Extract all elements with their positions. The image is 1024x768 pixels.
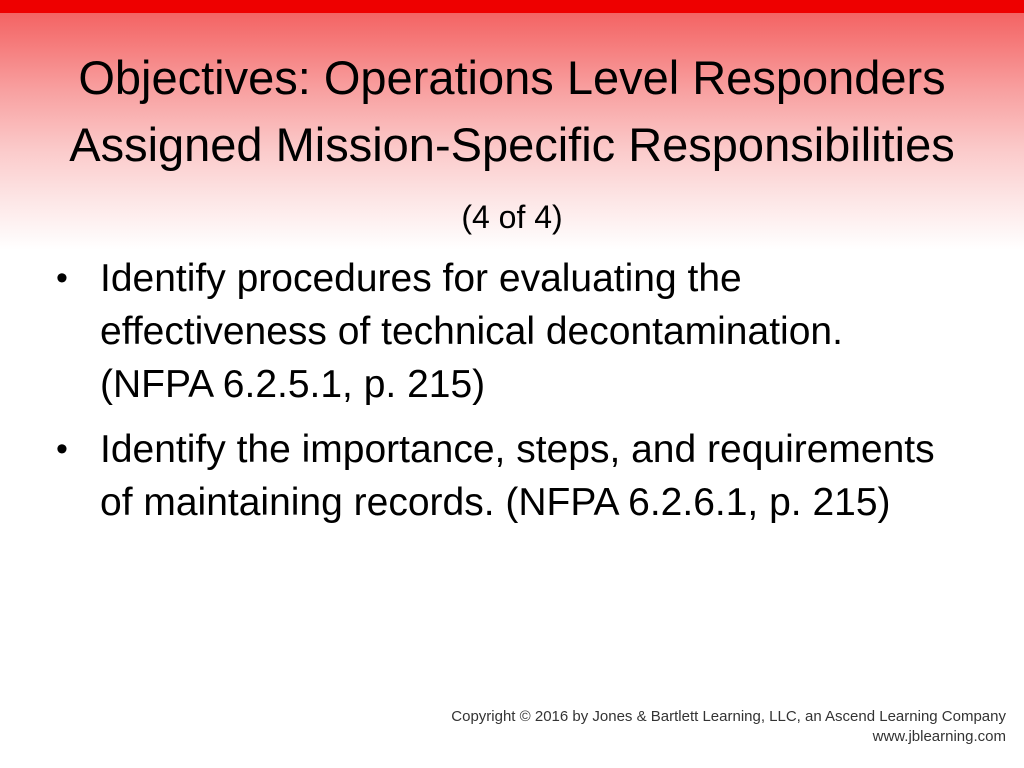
bullet-text: Identify the importance, steps, and requirements of maintaining records. (NFPA 6.2.6.1, p. 215) — [100, 428, 935, 524]
bullet-list — [54, 252, 964, 541]
slide-title — [60, 44, 964, 251]
bullet-dot-icon: • — [56, 430, 68, 468]
bullet-text: Identify procedures for evaluating the effectiveness of technical decontamination. (NFPA 6.2.5.1, p. 215) — [100, 257, 843, 406]
top-accent-bar — [0, 0, 1024, 13]
footer — [451, 707, 1006, 747]
footer-url: www.jblearning.com — [872, 728, 1006, 745]
slide-title-count: (4 of 4) — [461, 199, 563, 235]
bullet-item — [54, 423, 964, 529]
slide-title-main: Objectives: Operations Level Responders Assigned Mission-Specific Responsibilities — [69, 51, 955, 171]
footer-copyright: Copyright © 2016 by Jones & Bartlett Learning, LLC, an Ascend Learning Company — [451, 708, 1006, 725]
bullet-item — [54, 252, 964, 411]
bullet-dot-icon: • — [56, 259, 68, 297]
